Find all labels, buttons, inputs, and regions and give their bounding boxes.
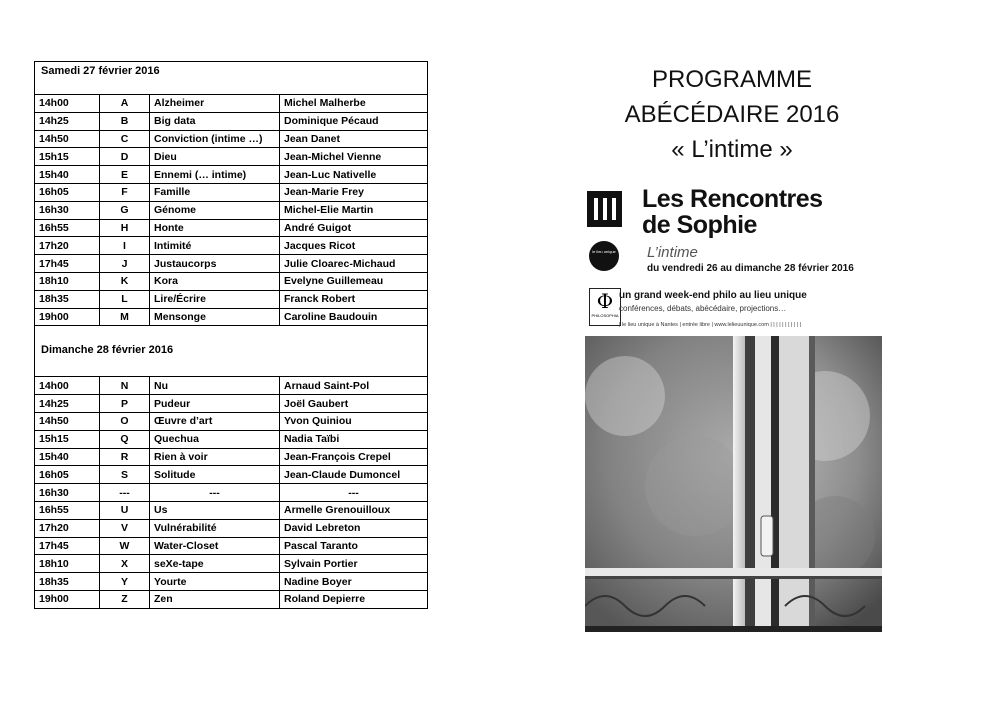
slot-word: Génome — [150, 201, 280, 219]
programme-title — [600, 62, 864, 167]
slot-word: Conviction (intime …) — [150, 130, 280, 148]
slot-letter: B — [100, 112, 150, 130]
slot-letter: V — [100, 519, 150, 537]
slot-time: 14h50 — [35, 130, 100, 148]
slot-time: 16h55 — [35, 219, 100, 237]
slot-word: Solitude — [150, 466, 280, 484]
philosophia-label: PHILOSOPHIA — [591, 313, 619, 318]
schedule-row — [35, 290, 427, 308]
slot-time: 17h20 — [35, 237, 100, 255]
slot-speaker: Jean Danet — [280, 130, 428, 148]
slot-time: 16h05 — [35, 466, 100, 484]
slot-word: Kora — [150, 272, 280, 290]
slot-letter: G — [100, 201, 150, 219]
slot-speaker: David Lebreton — [280, 519, 428, 537]
slot-time: 18h10 — [35, 555, 100, 573]
slot-time: 14h25 — [35, 112, 100, 130]
slot-time: 19h00 — [35, 308, 100, 325]
slot-letter: I — [100, 237, 150, 255]
slot-speaker: Julie Cloarec-Michaud — [280, 255, 428, 273]
schedule-row — [35, 308, 427, 325]
slot-letter: N — [100, 377, 150, 394]
slot-time: 15h40 — [35, 166, 100, 184]
slot-time: 16h55 — [35, 501, 100, 519]
slot-letter: S — [100, 466, 150, 484]
slot-speaker: André Guigot — [280, 219, 428, 237]
slot-speaker: Jean-Marie Frey — [280, 183, 428, 201]
slot-time: 17h45 — [35, 255, 100, 273]
schedule-row — [35, 466, 427, 484]
schedule-row — [35, 377, 427, 394]
slot-time: 17h45 — [35, 537, 100, 555]
slot-time: 15h15 — [35, 148, 100, 166]
slot-speaker: Jean-François Crepel — [280, 448, 428, 466]
slot-speaker: Michel Malherbe — [280, 95, 428, 112]
slot-time: 19h00 — [35, 590, 100, 607]
schedule-row — [35, 148, 427, 166]
slot-word: seXe-tape — [150, 555, 280, 573]
slot-letter: Z — [100, 590, 150, 607]
slot-word: Œuvre d’art — [150, 412, 280, 430]
slot-speaker: Nadine Boyer — [280, 573, 428, 591]
slot-letter: O — [100, 412, 150, 430]
slot-speaker: Roland Depierre — [284, 593, 366, 606]
schedule-row — [35, 555, 427, 573]
slot-word: Famille — [150, 183, 280, 201]
slot-word: Water-Closet — [150, 537, 280, 555]
slot-word: Lire/Écrire — [150, 290, 280, 308]
slot-word: Big data — [150, 112, 280, 130]
slot-letter: U — [100, 501, 150, 519]
slot-speaker: Michel-Elie Martin — [280, 201, 428, 219]
slot-letter: A — [100, 95, 150, 112]
slot-word: Intimité — [150, 237, 280, 255]
title-line-2: ABÉCÉDAIRE 2016 — [624, 101, 840, 128]
schedule-row — [35, 255, 427, 273]
poster-footer: | le lieu unique à Nantes | entrée libre | www.lelieuunique.com | | | | | | | | | | | — [619, 322, 802, 328]
schedule-row — [35, 448, 427, 466]
slot-time: 18h35 — [35, 573, 100, 591]
schedule-row — [35, 183, 427, 201]
slot-word: --- — [150, 484, 280, 502]
slot-speaker: Jean-Luc Nativelle — [280, 166, 428, 184]
slot-letter: Q — [100, 430, 150, 448]
slot-letter: L — [100, 290, 150, 308]
schedule-row — [35, 272, 427, 290]
slot-word: Justaucorps — [150, 255, 280, 273]
schedule-row — [35, 95, 427, 112]
slot-speaker: Arnaud Saint-Pol — [280, 377, 428, 394]
schedule-row — [35, 573, 427, 591]
slot-word: Nu — [150, 377, 280, 394]
slot-word: Honte — [150, 219, 280, 237]
schedule-row — [35, 219, 427, 237]
slot-letter: Y — [100, 573, 150, 591]
slot-time: 15h15 — [35, 430, 100, 448]
slot-letter: --- — [100, 484, 150, 502]
phi-icon: Φ — [596, 289, 614, 313]
title-line-3: « L’intime » — [671, 136, 793, 163]
slot-time: 14h00 — [35, 377, 100, 394]
title-line-1: PROGRAMME — [651, 66, 812, 93]
slot-time: 16h30 — [35, 201, 100, 219]
lieu-unique-logo: le lieu unique — [589, 241, 619, 271]
slot-time: 14h50 — [35, 412, 100, 430]
slot-speaker: Sylvain Portier — [280, 555, 428, 573]
philosophia-logo — [589, 288, 621, 326]
day-header-saturday: Samedi 27 février 2016 — [35, 62, 427, 95]
slot-letter: D — [100, 148, 150, 166]
slot-time: 18h35 — [35, 290, 100, 308]
schedule-row — [35, 237, 427, 255]
slot-speaker: Yvon Quiniou — [280, 412, 428, 430]
poster-brand-line-1: Les Rencontres — [642, 187, 823, 213]
schedule-row — [35, 166, 427, 184]
saturday-slots — [35, 95, 427, 325]
schedule-row — [35, 590, 427, 607]
slot-speaker: --- — [280, 484, 428, 502]
slot-word: Rien à voir — [150, 448, 280, 466]
slot-speaker: Pascal Taranto — [280, 537, 428, 555]
slot-word: Mensonge — [150, 308, 280, 325]
slot-time: 17h20 — [35, 519, 100, 537]
sunday-slots — [35, 377, 427, 607]
slot-speaker: Franck Robert — [280, 290, 428, 308]
slot-speaker: Armelle Grenouilloux — [280, 501, 428, 519]
schedule-row — [35, 519, 427, 537]
slot-letter: E — [100, 166, 150, 184]
slot-letter: M — [100, 308, 150, 325]
slot-speaker: Caroline Baudouin — [284, 310, 378, 323]
slot-word: Ennemi (… intime) — [150, 166, 280, 184]
schedule-row — [35, 112, 427, 130]
slot-letter: H — [100, 219, 150, 237]
slot-word: Vulnérabilité — [150, 519, 280, 537]
slot-time: 15h40 — [35, 448, 100, 466]
slot-letter: K — [100, 272, 150, 290]
poster-dates: du vendredi 26 au dimanche 28 février 2016 — [647, 263, 854, 274]
slot-time: 14h25 — [35, 395, 100, 413]
schedule-row — [35, 484, 427, 502]
slot-word: Alzheimer — [150, 95, 280, 112]
slot-time: 16h30 — [35, 484, 100, 502]
slot-word: Us — [150, 501, 280, 519]
schedule-row — [35, 537, 427, 555]
schedule-row — [35, 412, 427, 430]
slot-speaker: Jean-Claude Dumoncel — [280, 466, 428, 484]
event-poster — [585, 187, 882, 632]
slot-letter: C — [100, 130, 150, 148]
day-header-sunday: Dimanche 28 février 2016 — [35, 325, 427, 377]
slot-speaker: Jacques Ricot — [280, 237, 428, 255]
slot-speaker: Joël Gaubert — [280, 395, 428, 413]
slot-time: 14h00 — [35, 95, 100, 112]
schedule-row — [35, 201, 427, 219]
poster-brand-line-2: de Sophie — [642, 211, 757, 239]
slot-speaker: Dominique Pécaud — [280, 112, 428, 130]
slot-letter: J — [100, 255, 150, 273]
poster-tagline-2: conférences, débats, abécédaire, projections… — [619, 304, 787, 313]
slot-word: Pudeur — [150, 395, 280, 413]
slot-time: 18h10 — [35, 272, 100, 290]
slot-letter: X — [100, 555, 150, 573]
slot-letter: F — [100, 183, 150, 201]
poster-tagline: un grand week-end philo au lieu unique — [619, 290, 807, 301]
slot-letter: W — [100, 537, 150, 555]
slot-letter: R — [100, 448, 150, 466]
slot-time: 16h05 — [35, 183, 100, 201]
schedule-row — [35, 501, 427, 519]
slot-speaker: Evelyne Guillemeau — [280, 272, 428, 290]
slot-word: Yourte — [150, 573, 280, 591]
slot-speaker: Jean-Michel Vienne — [280, 148, 428, 166]
slot-word: Zen — [150, 590, 280, 607]
slot-word: Dieu — [150, 148, 280, 166]
window-photo — [585, 336, 882, 632]
schedule-row — [35, 130, 427, 148]
schedule-table — [34, 61, 428, 609]
schedule-row — [35, 430, 427, 448]
slot-letter: P — [100, 395, 150, 413]
schedule-row — [35, 395, 427, 413]
rencontres-logo-icon — [587, 191, 622, 227]
poster-subtitle: L’intime — [647, 244, 698, 261]
slot-word: Quechua — [150, 430, 280, 448]
slot-speaker: Nadia Taïbi — [280, 430, 428, 448]
